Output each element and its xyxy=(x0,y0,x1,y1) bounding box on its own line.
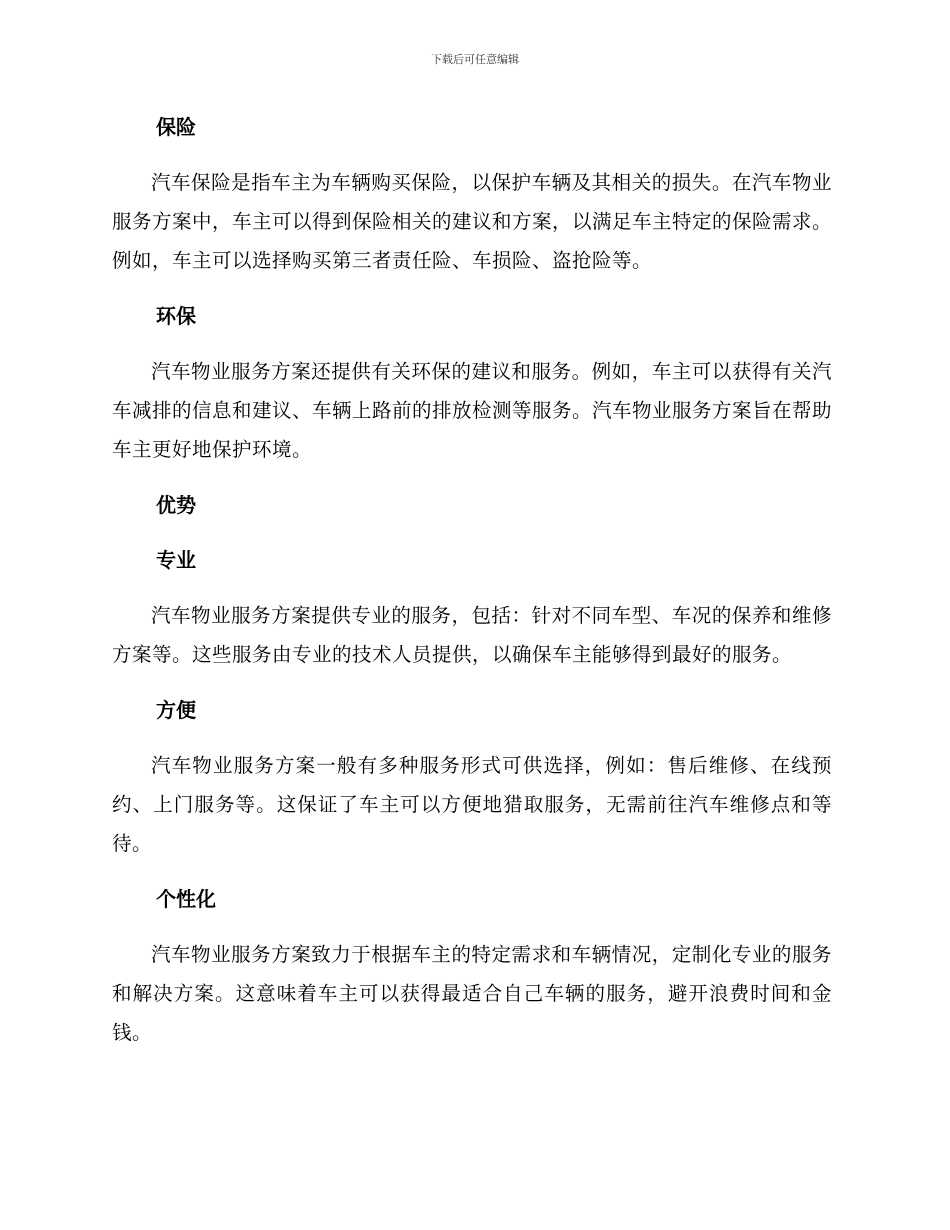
section-heading-insurance: 保险 xyxy=(156,115,196,139)
paragraph-insurance: 汽车保险是指车主为车辆购买保险，以保护车辆及其相关的损失。在汽车物业服务方案中，车主可以得到保险相关的建议和方案，以满足车主特定的保险需求。例如，车主可以选择购买第三者责任险、车损险、盗抢险等。 xyxy=(112,171,833,272)
spacer xyxy=(112,524,832,541)
section-heading-advantages: 优势 xyxy=(156,493,196,517)
spacer xyxy=(112,469,832,486)
paragraph-professional: 汽车物业服务方案提供专业的服务，包括：针对不同车型、车况的保养和维修方案等。这些服务由专业的技术人员提供，以确保车主能够得到最好的服务。 xyxy=(112,604,832,666)
section-heading-environment: 环保 xyxy=(156,304,196,328)
spacer xyxy=(112,863,832,880)
document-body xyxy=(112,108,832,1052)
spacer xyxy=(112,280,832,297)
spacer xyxy=(112,579,832,596)
paragraph-personalized: 汽车物业服务方案致力于根据车主的特定需求和车辆情况，定制化专业的服务和解决方案。这意味着车主可以获得最适合自己车辆的服务，避开浪费时间和金钱。 xyxy=(112,943,832,1044)
section-heading-professional: 专业 xyxy=(156,548,196,572)
spacer xyxy=(112,918,832,935)
page-header: 下载后可任意编辑 xyxy=(431,53,519,66)
spacer xyxy=(112,335,832,352)
spacer xyxy=(112,146,832,163)
paragraph-environment: 汽车物业服务方案还提供有关环保的建议和服务。例如，车主可以获得有关汽车减排的信息和建议、车辆上路前的排放检测等服务。汽车物业服务方案旨在帮助车主更好地保护环境。 xyxy=(112,360,833,461)
section-heading-convenient: 方便 xyxy=(156,698,196,722)
paragraph-convenient: 汽车物业服务方案一般有多种服务形式可供选择，例如：售后维修、在线预约、上门服务等。这保证了车主可以方便地猎取服务，无需前往汽车维修点和等待。 xyxy=(112,754,832,855)
section-heading-personalized: 个性化 xyxy=(156,887,216,911)
spacer xyxy=(112,729,832,746)
spacer xyxy=(112,674,832,691)
